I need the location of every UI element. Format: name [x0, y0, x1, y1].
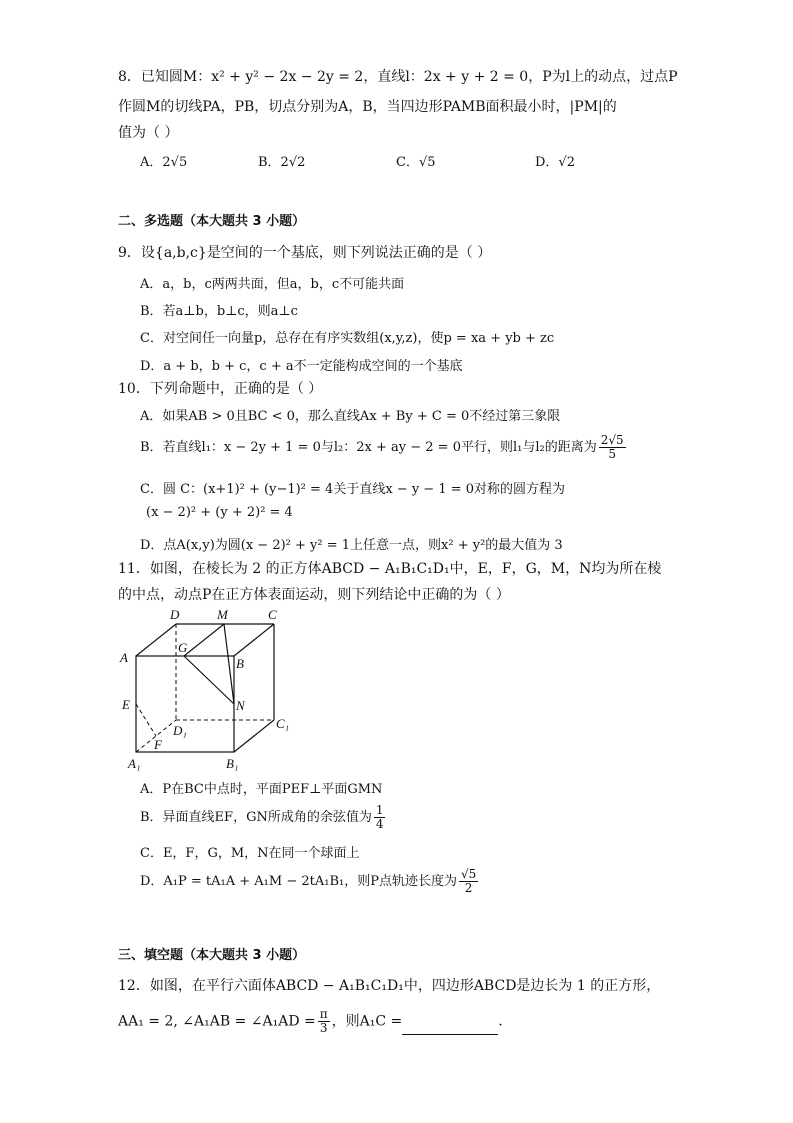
q8-option-a: A．2√5: [140, 155, 188, 170]
section-heading-multiple-choice: 二、多选题（本大题共 3 小题）: [118, 214, 306, 229]
q11-option-d: [140, 868, 480, 895]
label-a1: A₁: [128, 756, 141, 771]
q10-option-c-line2: (x − 2)² + (y + 2)² = 4: [146, 505, 293, 520]
label-g: G: [178, 640, 188, 655]
label-d1: D₁: [173, 723, 187, 738]
label-c1: C₁: [276, 716, 290, 731]
label-a: A: [120, 650, 128, 665]
edge-bc: [234, 624, 274, 656]
q10-option-b: [140, 434, 628, 461]
fraction-numerator: 1: [375, 803, 384, 817]
q11-option-d-fraction: [459, 868, 478, 895]
q12-line2: [118, 1008, 503, 1035]
q8-line2: 作圆M的切线PA，PB，切点分别为A，B，当四边形PAMB面积最小时，|PM|的: [118, 99, 617, 115]
label-e: E: [122, 697, 130, 712]
fraction-numerator: π: [319, 1007, 328, 1021]
q9-option-b: B．若a⊥b，b⊥c，则a⊥c: [140, 304, 298, 319]
q11-option-a: A．P在BC中点时，平面PEF⊥平面GMN: [140, 782, 383, 797]
q10-option-b-text: B．若直线l₁：x − 2y + 1 = 0与l₂：2x + ay − 2 = 0平行，则l₁与l₂的距离为: [140, 440, 597, 455]
label-d: D: [170, 607, 180, 622]
q11-option-b-fraction: [374, 804, 386, 831]
fraction-denominator: 3: [319, 1021, 328, 1035]
q10-option-c-line1: C．圆 C：(x+1)² + (y−1)² = 4关于直线x − y − 1 = 0对称的圆方程为: [140, 482, 566, 497]
q11-option-c: C．E，F，G，M，N在同一个球面上: [140, 846, 360, 861]
fraction-denominator: 4: [375, 817, 384, 831]
q11-line1: 11．如图，在棱长为 2 的正方体ABCD − A₁B₁C₁D₁中，E，F，G，M，N均为所在棱: [118, 561, 662, 577]
q12-fraction: [318, 1008, 330, 1035]
q8-line3: 值为（ ）: [118, 125, 179, 141]
answer-blank[interactable]: [402, 1020, 498, 1035]
q9-option-d: D．a + b，b + c，c + a不一定能构成空间的一个基底: [140, 359, 463, 374]
q11-option-b-text: B．异面直线EF，GN所成角的余弦值为: [140, 810, 372, 825]
label-m: M: [217, 607, 228, 622]
q12-line1: 12．如图，在平行六面体ABCD − A₁B₁C₁D₁中，四边形ABCD是边长为 1 的正方形，: [118, 978, 661, 994]
q12-line2-end: .: [498, 1013, 503, 1030]
q10-option-b-fraction: [599, 434, 626, 461]
q8-option-c: C．√5: [396, 155, 436, 170]
q11-option-b: [140, 804, 387, 831]
q11-line2: 的中点，动点P在正方体表面运动，则下列结论中正确的为（ ）: [118, 587, 510, 603]
label-c: C: [268, 607, 277, 622]
segment-ef: [136, 704, 156, 736]
fraction-numerator: √5: [460, 867, 477, 881]
q8-option-d: D．√2: [535, 155, 575, 170]
label-b: B: [236, 656, 244, 671]
segment-gn: [184, 656, 234, 704]
fraction-denominator: 2: [464, 881, 473, 895]
q11-option-d-text: D．A₁P = tA₁A + A₁M − 2tA₁B₁，则P点轨迹长度为: [140, 874, 457, 889]
label-n: N: [236, 698, 245, 713]
segment-gm: [184, 624, 224, 656]
q8-option-b: B．2√2: [258, 155, 306, 170]
q9-option-c: C．对空间任一向量p，总存在有序实数组(x,y,z)，使p = xa + yb + zc: [140, 331, 555, 346]
q10-option-a: A．如果AB > 0且BC < 0，那么直线Ax + By + C = 0不经过第三象限: [140, 409, 561, 424]
q12-line2-middle: ，则A₁C =: [331, 1013, 403, 1030]
q8-line1: 8．已知圆M：x² + y² − 2x − 2y = 2，直线l：2x + y + 2 = 0，P为l上的动点，过点P: [118, 69, 678, 85]
fraction-denominator: 5: [608, 447, 616, 461]
edge-b1c1: [234, 720, 274, 752]
label-f: F: [154, 737, 162, 752]
label-b1: B₁: [226, 756, 239, 771]
q9-stem: 9．设{a,b,c}是空间的一个基底，则下列说法正确的是（ ）: [118, 245, 492, 261]
q10-stem: 10．下列命题中，正确的是（ ）: [118, 381, 323, 397]
cube-figure: [116, 606, 306, 774]
edge-ad: [136, 624, 176, 656]
segment-mn: [224, 624, 234, 704]
q9-option-a: A．a，b，c两两共面，但a，b，c不可能共面: [140, 277, 405, 292]
section-heading-fill-in: 三、填空题（本大题共 3 小题）: [118, 948, 306, 963]
q10-option-d: D．点A(x,y)为圆(x − 2)² + y² = 1上任意一点，则x² + y²的最大值为 3: [140, 538, 563, 553]
fraction-numerator: 2√5: [600, 433, 624, 447]
q12-line2-start: AA₁ = 2, ∠A₁AB = ∠A₁AD =: [118, 1013, 316, 1030]
